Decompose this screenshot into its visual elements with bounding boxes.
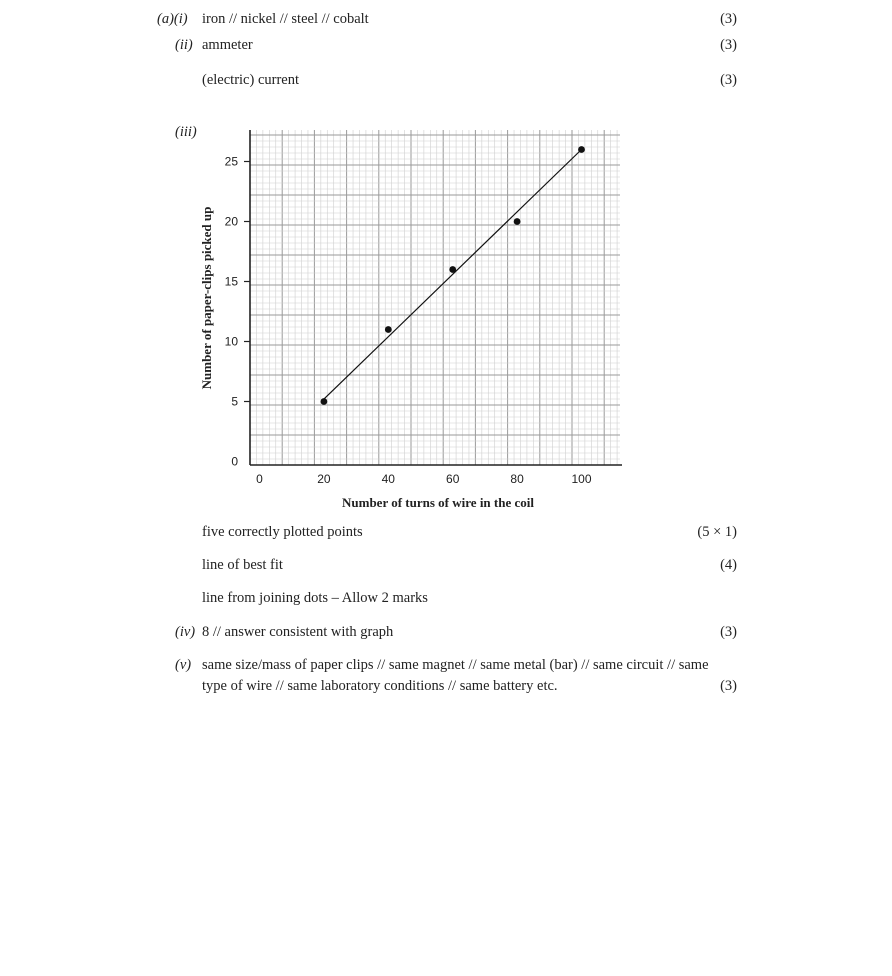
x-tick-label: 60 [446, 472, 460, 486]
y-tick-label: 5 [231, 394, 238, 409]
data-point [578, 146, 585, 153]
x-tick-label: 100 [571, 472, 592, 486]
data-point [321, 398, 328, 405]
graph [190, 120, 640, 520]
x-tick-label: 40 [381, 472, 395, 486]
answer-a-v-line2: type of wire // same laboratory conditions // same battery etc. [202, 678, 558, 694]
question-label-a-iv [175, 623, 195, 641]
answer-a-ii: ammeter [202, 37, 253, 53]
scoring-line-1: five correctly plotted points [202, 524, 363, 540]
scoring-marks-2: (4) [720, 557, 737, 573]
scoring-line-3: line from joining dots – Allow 2 marks [202, 590, 428, 606]
data-point [514, 218, 521, 225]
data-point [449, 266, 456, 273]
best-fit-line-segment [324, 150, 582, 400]
x-tick-label: 0 [256, 472, 263, 486]
marks-a-v: (3) [720, 678, 737, 694]
best-fit-line [324, 150, 582, 400]
scoring-marks-1: (5 × 1) [697, 524, 737, 540]
marks-a-ii: (3) [720, 37, 737, 53]
label-i: (i) [173, 11, 188, 27]
marks-a-i: (3) [720, 11, 737, 27]
answer-a-ii-current: (electric) current [202, 72, 299, 88]
question-label-a-ii [175, 36, 193, 54]
marks-a-iv: (3) [720, 624, 737, 640]
x-tick-label: 80 [510, 472, 524, 486]
label-ii: (ii) [175, 37, 193, 53]
marks-a-ii-current: (3) [720, 72, 737, 88]
label-iv: (iv) [175, 624, 196, 640]
x-tick-label: 20 [317, 472, 331, 486]
y-tick-label: 25 [224, 154, 238, 169]
y-axis-title: Number of paper-clips picked up [199, 206, 214, 390]
tick-labels [225, 155, 592, 487]
x-axis-title: Number of turns of wire in the coil [342, 495, 534, 510]
scoring-line-2: line of best fit [202, 557, 283, 573]
y-tick-label: 0 [231, 454, 238, 469]
y-tick-label: 20 [224, 214, 238, 229]
data-point [385, 326, 392, 333]
y-tick-label: 10 [224, 334, 238, 349]
y-tick-label: 15 [224, 274, 238, 289]
question-label-a-v [175, 656, 191, 674]
grid [250, 130, 620, 465]
label-iii: (iii) [175, 124, 197, 140]
question-label-a-i [157, 10, 188, 28]
answer-a-iv: 8 // answer consistent with graph [202, 624, 394, 640]
answer-a-v-line1: same size/mass of paper clips // same magnet // same metal (bar) // same circuit // same [202, 657, 709, 673]
axes [250, 130, 622, 465]
label-a: (a) [157, 11, 174, 27]
label-v: (v) [175, 657, 192, 673]
answer-a-i: iron // nickel // steel // cobalt [202, 11, 369, 27]
